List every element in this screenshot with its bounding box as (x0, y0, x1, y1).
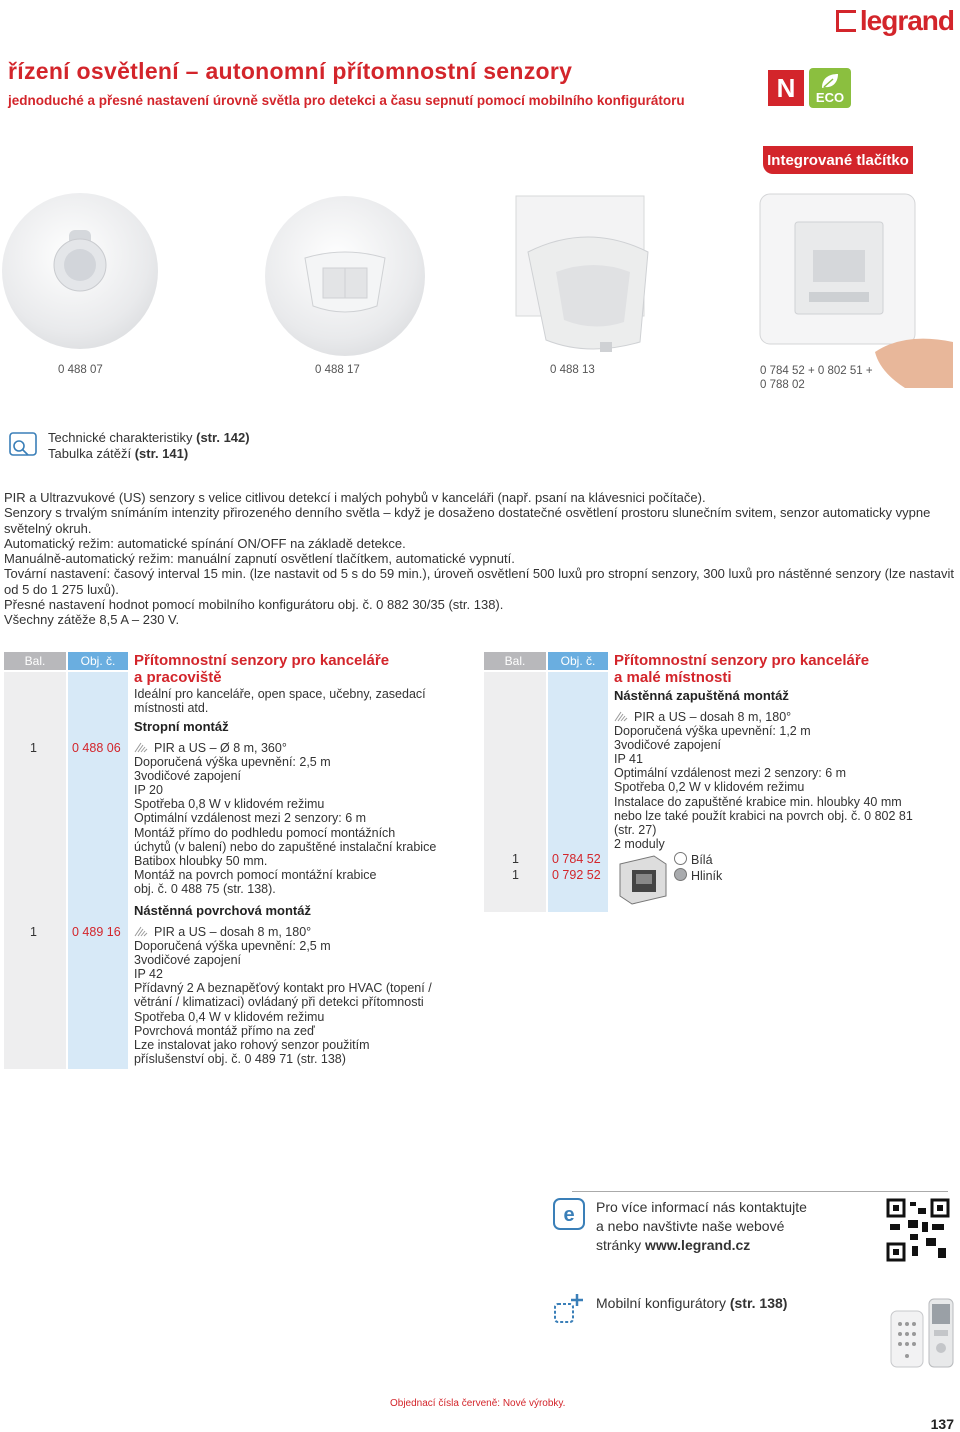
wall-line-9: příslušenství obj. č. 0 489 71 (str. 138) (134, 1051, 346, 1066)
ceiling-line-5: Optimální vzdálenost mezi 2 senzory: 6 m (134, 811, 367, 826)
integrated-button-tag: Integrované tlačítko (763, 146, 913, 174)
contact-info (596, 1198, 807, 1255)
pir-us-icon (134, 742, 148, 753)
product-photo-wall-sensor (508, 192, 658, 357)
info-divider (572, 1191, 948, 1192)
bal-column (4, 672, 66, 1069)
wall-line-7: Povrchová montáž přímo na zeď (134, 1023, 315, 1038)
new-product-badge: N (768, 70, 804, 106)
contact-line3-text: stránky (596, 1237, 646, 1253)
ceiling-line-9: Montáž na povrch pomocí montážní krabice (134, 867, 377, 882)
left-section-title-line2: a pracoviště (134, 669, 222, 686)
product-photo-wall-switch (755, 192, 955, 392)
variant-bal-aluminium: 1 (512, 868, 519, 882)
variant-color-aluminium (674, 868, 722, 883)
product-code-1: 0 488 07 (58, 364, 103, 376)
intro-paragraph: PIR a Ultrazvukové (US) senzory s velice citlivou detekcí i malých pohybů v kanceláři (např. psaní na klávesnici počítače). (4, 490, 706, 505)
obj-column-header-right: Obj. č. (548, 652, 608, 670)
eco-label: ECO (815, 90, 845, 105)
switch-plate-shape (755, 192, 955, 392)
ceiling-line-6: Montáž přímo do podhledu pomocí montážních (134, 825, 396, 840)
intro-paragraph: Senzory s trvalým snímáním intenzity přirozeného denního světla – když je dosaženo dostatečné osvětlení prostoru slunečním svitem, senzor automaticky vypne světelný okruh. (4, 505, 931, 536)
left-section-intro (134, 687, 426, 715)
aluminium-swatch-icon (674, 868, 687, 881)
flush-sensor-photo (614, 854, 670, 906)
white-swatch-icon (674, 852, 687, 865)
variant-color-aluminium-label: Hliník (691, 869, 723, 883)
variant-code-white[interactable]: 0 784 52 (552, 852, 601, 866)
ceiling-item-line (134, 741, 436, 755)
intro-paragraph: Všechny zátěže 8,5 A – 230 V. (4, 612, 180, 628)
load-table-page: (str. 141) (134, 446, 189, 461)
configurator-page: (str. 138) (729, 1295, 788, 1311)
wall-item-code[interactable]: 0 489 16 (72, 925, 121, 939)
product-code-4-line2: 0 788 02 (760, 379, 805, 391)
left-section-title (134, 652, 389, 686)
wall-line-5: větrání / klimatizaci) ovládaný při detekci přítomnosti (134, 995, 424, 1010)
wall-mount-title: Nástěnná povrchová montáž (134, 903, 311, 918)
ceiling-item-bal: 1 (30, 741, 37, 755)
ceiling-line-10: obj. č. 0 488 75 (str. 138). (134, 881, 276, 896)
product-code-2: 0 488 17 (315, 364, 360, 376)
pir-us-icon (134, 926, 148, 937)
right-section-desc (614, 710, 913, 851)
sensor-lens-icon (2, 193, 158, 349)
ceiling-line-4: Spotřeba 0,8 W v klidovém režimu (134, 797, 325, 812)
eco-badge (809, 68, 851, 108)
ceiling-line-7: úchytů (v balení) nebo do zapuštěné instalační krabice (134, 839, 437, 854)
left-intro-line2: místnosti atd. (134, 701, 209, 716)
right-section-title (614, 652, 869, 686)
wall-line-6: Spotřeba 0,4 W v klidovém režimu (134, 1009, 325, 1024)
sensor-window-icon (265, 196, 425, 356)
qr-code[interactable] (886, 1198, 950, 1262)
tech-specs-reference[interactable] (48, 430, 250, 446)
tech-specs-text: Technické charakteristiky (48, 430, 197, 445)
load-table-reference[interactable] (48, 446, 250, 462)
website-link[interactable]: www.legrand.cz (645, 1237, 751, 1253)
product-code-3: 0 488 13 (550, 364, 595, 376)
wall-item-line (134, 925, 432, 939)
variant-color-white (674, 852, 713, 867)
right-section-title-line2: a malé místnosti (614, 669, 732, 686)
ceiling-item-code[interactable]: 0 488 06 (72, 741, 121, 755)
wall-line-3: IP 42 (134, 967, 163, 982)
contact-line3 (596, 1236, 807, 1255)
right-line-7: nebo lze také použít krabici na povrch obj. č. 0 802 81 (614, 808, 913, 823)
pir-us-icon (614, 711, 628, 722)
reference-links (8, 430, 250, 462)
product-code-4 (760, 364, 873, 392)
svg-text:e: e (563, 1204, 575, 1226)
ceiling-mount-title: Stropní montáž (134, 719, 229, 734)
variant-bal-white: 1 (512, 852, 519, 866)
bal-column-header: Bal. (4, 652, 66, 670)
flush-wall-mount-title: Nástěnná zapuštěná montáž (614, 688, 789, 703)
wall-line-1: Doporučená výška upevnění: 2,5 m (134, 939, 331, 954)
left-intro-line1: Ideální pro kanceláře, open space, učebny, zasedací (134, 687, 426, 701)
ceiling-item-desc (134, 741, 436, 896)
right-line-6: Instalace do zapuštěné krabice min. hloubky 40 mm (614, 794, 902, 809)
flush-sensor-shape (614, 854, 670, 906)
leaf-icon (819, 72, 841, 90)
right-section-title-line1: Přítomnostní senzory pro kanceláře (614, 652, 870, 669)
configurator-reference[interactable] (596, 1294, 787, 1313)
legrand-logo-text: legrand (859, 5, 954, 36)
right-line-8: (str. 27) (614, 822, 657, 837)
ceiling-line-0: PIR a US – Ø 8 m, 360° (154, 741, 287, 755)
configurator-text: Mobilní konfigurátory (596, 1295, 730, 1311)
obj-column-header: Obj. č. (68, 652, 128, 670)
wall-item-desc (134, 925, 432, 1066)
page-number: 137 (930, 1416, 954, 1432)
wall-line-4: Přídavný 2 A beznapěťový kontakt pro HVAC (topení / (134, 981, 432, 996)
left-section-title-line1: Přítomnostní senzory pro kanceláře (134, 652, 390, 669)
product-photo-ceiling-sensor-2 (265, 196, 425, 356)
right-line-3: IP 41 (614, 752, 643, 767)
variant-color-white-label: Bílá (691, 853, 713, 867)
product-code-4-line1: 0 784 52 + 0 802 51 + (760, 365, 873, 377)
right-line-2: 3vodičové zapojení (614, 738, 722, 753)
right-item-line (614, 710, 913, 724)
intro-paragraph: Automatický režim: automatické spínání ON/OFF na základě detekce. (4, 535, 406, 551)
ceiling-line-1: Doporučená výška upevnění: 2,5 m (134, 755, 331, 770)
obj-column (68, 672, 128, 1069)
contact-line1: Pro více informací nás kontaktujte (596, 1199, 807, 1215)
variant-code-aluminium[interactable]: 0 792 52 (552, 868, 601, 882)
document-reference-icon (8, 430, 38, 460)
right-line-4: Optimální vzdálenost mezi 2 senzory: 6 m (614, 766, 847, 781)
wall-sensor-shape (508, 192, 658, 357)
right-line-5: Spotřeba 0,2 W v klidovém režimu (614, 780, 805, 795)
configurator-icon (553, 1292, 585, 1329)
tech-specs-page: (str. 142) (196, 430, 250, 445)
intro-paragraph: Přesné nastavení hodnot pomocí mobilního konfigurátoru obj. č. 0 882 30/35 (str. 138). (4, 597, 504, 613)
intro-paragraph: Manuálně-automatický režim: manuální zapnutí osvětlení tlačítkem, automatické vypnutí. (4, 551, 515, 567)
product-photo-ceiling-sensor (2, 193, 158, 349)
right-line-1: Doporučená výška upevnění: 1,2 m (614, 724, 811, 739)
load-table-text: Tabulka zátěží (48, 446, 135, 461)
bal-column-header-right: Bal. (484, 652, 546, 670)
ceiling-line-3: IP 20 (134, 783, 163, 798)
intro-text (4, 490, 954, 628)
legrand-logo (836, 4, 954, 38)
legrand-logo-icon (836, 10, 856, 32)
footer-note: Objednací čísla červeně: Nové výrobky. (390, 1398, 566, 1409)
wall-line-2: 3vodičové zapojení (134, 953, 242, 968)
ceiling-line-2: 3vodičové zapojení (134, 769, 242, 784)
page-title: řízení osvětlení – autonomní přítomnostní senzory (8, 58, 573, 84)
page-subtitle: jednoduché a přesné nastavení úrovně světla pro detekci a času sepnutí pomocí mobilního konfigurátoru (8, 93, 685, 108)
right-line-9: 2 moduly (614, 836, 665, 851)
configurator-device-photo (928, 1298, 954, 1368)
remote-control-photo (890, 1310, 924, 1368)
right-line-0: PIR a US – dosah 8 m, 180° (634, 710, 792, 724)
wall-item-bal: 1 (30, 925, 37, 939)
intro-paragraph: Tovární nastavení: časový interval 15 min. (lze nastavit od 5 s do 59 min.), úroveň osvětlení 500 luxů pro stropní senzory, 300 luxů pro nástěnné senzory (lze nastavit od 5 do 1 275 luxů). (4, 566, 954, 597)
wall-line-0: PIR a US – dosah 8 m, 180° (154, 925, 312, 939)
ceiling-line-8: Batibox hloubky 50 mm. (134, 853, 268, 868)
web-info-icon (553, 1198, 585, 1235)
wall-line-8: Lze instalovat jako rohový senzor použitím (134, 1037, 370, 1052)
contact-line2: a nebo navštivte naše webové (596, 1218, 785, 1234)
